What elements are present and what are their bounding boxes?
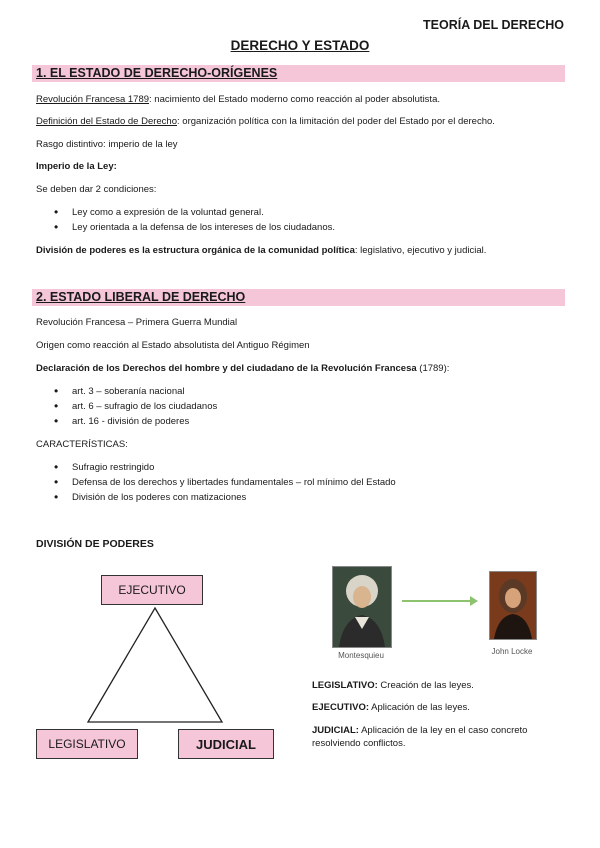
section-2-heading: 2. ESTADO LIBERAL DE DERECHO bbox=[36, 290, 246, 304]
s1-paragraph-4: Imperio de la Ley: bbox=[36, 161, 117, 172]
subject-header: TEORÍA DEL DERECHO bbox=[423, 18, 564, 32]
judicial-label: JUDICIAL bbox=[196, 736, 256, 752]
def-legislativo-label: LEGISLATIVO: bbox=[312, 680, 378, 691]
def-legislativo bbox=[312, 679, 552, 692]
locke-portrait bbox=[489, 571, 537, 640]
def-ejecutivo-text: Aplicación de las leyes. bbox=[369, 702, 470, 713]
arrow-icon bbox=[400, 594, 480, 608]
legislativo-box bbox=[36, 729, 138, 759]
judicial-box bbox=[178, 729, 274, 759]
list-item: • art. 16 - división de poderes bbox=[52, 416, 217, 431]
s1-p1-label: Revolución Francesa 1789 bbox=[36, 94, 150, 105]
list-item: • Sufragio restringido bbox=[52, 462, 396, 477]
def-judicial-label: JUDICIAL: bbox=[312, 725, 359, 736]
s2-paragraph-1: Revolución Francesa – Primera Guerra Mundial bbox=[36, 317, 238, 328]
locke-caption: John Locke bbox=[491, 647, 533, 656]
s1-paragraph-5: Se deben dar 2 condiciones: bbox=[36, 184, 157, 195]
montesquieu-image bbox=[333, 567, 391, 647]
s2-p3-bold: Declaración de los Derechos del hombre y del ciudadano de la Revolución Francesa bbox=[36, 363, 417, 374]
montesquieu-portrait bbox=[332, 566, 392, 648]
s1-p6-text: : legislativo, ejecutivo y judicial. bbox=[354, 245, 487, 256]
list-item: • art. 6 – sufragio de los ciudadanos bbox=[52, 401, 217, 416]
s1-p2-text: : organización política con la limitación del poder del Estado por el derecho. bbox=[177, 116, 495, 127]
page-title: DERECHO Y ESTADO bbox=[230, 38, 370, 53]
section-1-heading: 1. EL ESTADO DE DERECHO-ORÍGENES bbox=[36, 66, 278, 80]
list-item: • art. 3 – soberanía nacional bbox=[52, 386, 217, 401]
s1-p6-bold: División de poderes es la estructura orgánica de la comunidad política bbox=[36, 245, 355, 256]
list-item: • Ley como a expresión de la voluntad general. bbox=[52, 207, 335, 222]
def-ejecutivo-label: EJECUTIVO: bbox=[312, 702, 370, 713]
list-item: • División de los poderes con matizaciones bbox=[52, 492, 396, 507]
ejecutivo-box bbox=[101, 575, 203, 605]
s1-p1-text: : nacimiento del Estado moderno como reacción al poder absolutista. bbox=[149, 94, 440, 105]
s1-p2-label: Definición del Estado de Derecho bbox=[36, 116, 178, 127]
s1-paragraph-3: Rasgo distintivo: imperio de la ley bbox=[36, 139, 178, 150]
montesquieu-caption: Montesquieu bbox=[338, 651, 384, 660]
s2-paragraph-2: Origen como reacción al Estado absolutista del Antiguo Régimen bbox=[36, 340, 310, 351]
legislativo-label: LEGISLATIVO bbox=[48, 737, 126, 751]
def-judicial-text: Aplicación de la ley en el caso concreto resolviendo conflictos. bbox=[312, 725, 528, 749]
s2-features-label: CARACTERÍSTICAS: bbox=[36, 439, 128, 450]
def-ejecutivo bbox=[312, 701, 552, 714]
def-judicial bbox=[312, 724, 552, 750]
locke-image bbox=[490, 572, 536, 639]
powers-triangle bbox=[88, 608, 222, 722]
s2-p3-text: (1789): bbox=[416, 363, 450, 374]
def-legislativo-text: Creación de las leyes. bbox=[377, 680, 474, 691]
diagram-label: DIVISIÓN DE PODERES bbox=[36, 538, 154, 550]
list-item: • Defensa de los derechos y libertades fundamentales – rol mínimo del Estado bbox=[52, 477, 396, 492]
ejecutivo-label: EJECUTIVO bbox=[118, 583, 186, 597]
list-item: • Ley orientada a la defensa de los intereses de los ciudadanos. bbox=[52, 222, 335, 237]
